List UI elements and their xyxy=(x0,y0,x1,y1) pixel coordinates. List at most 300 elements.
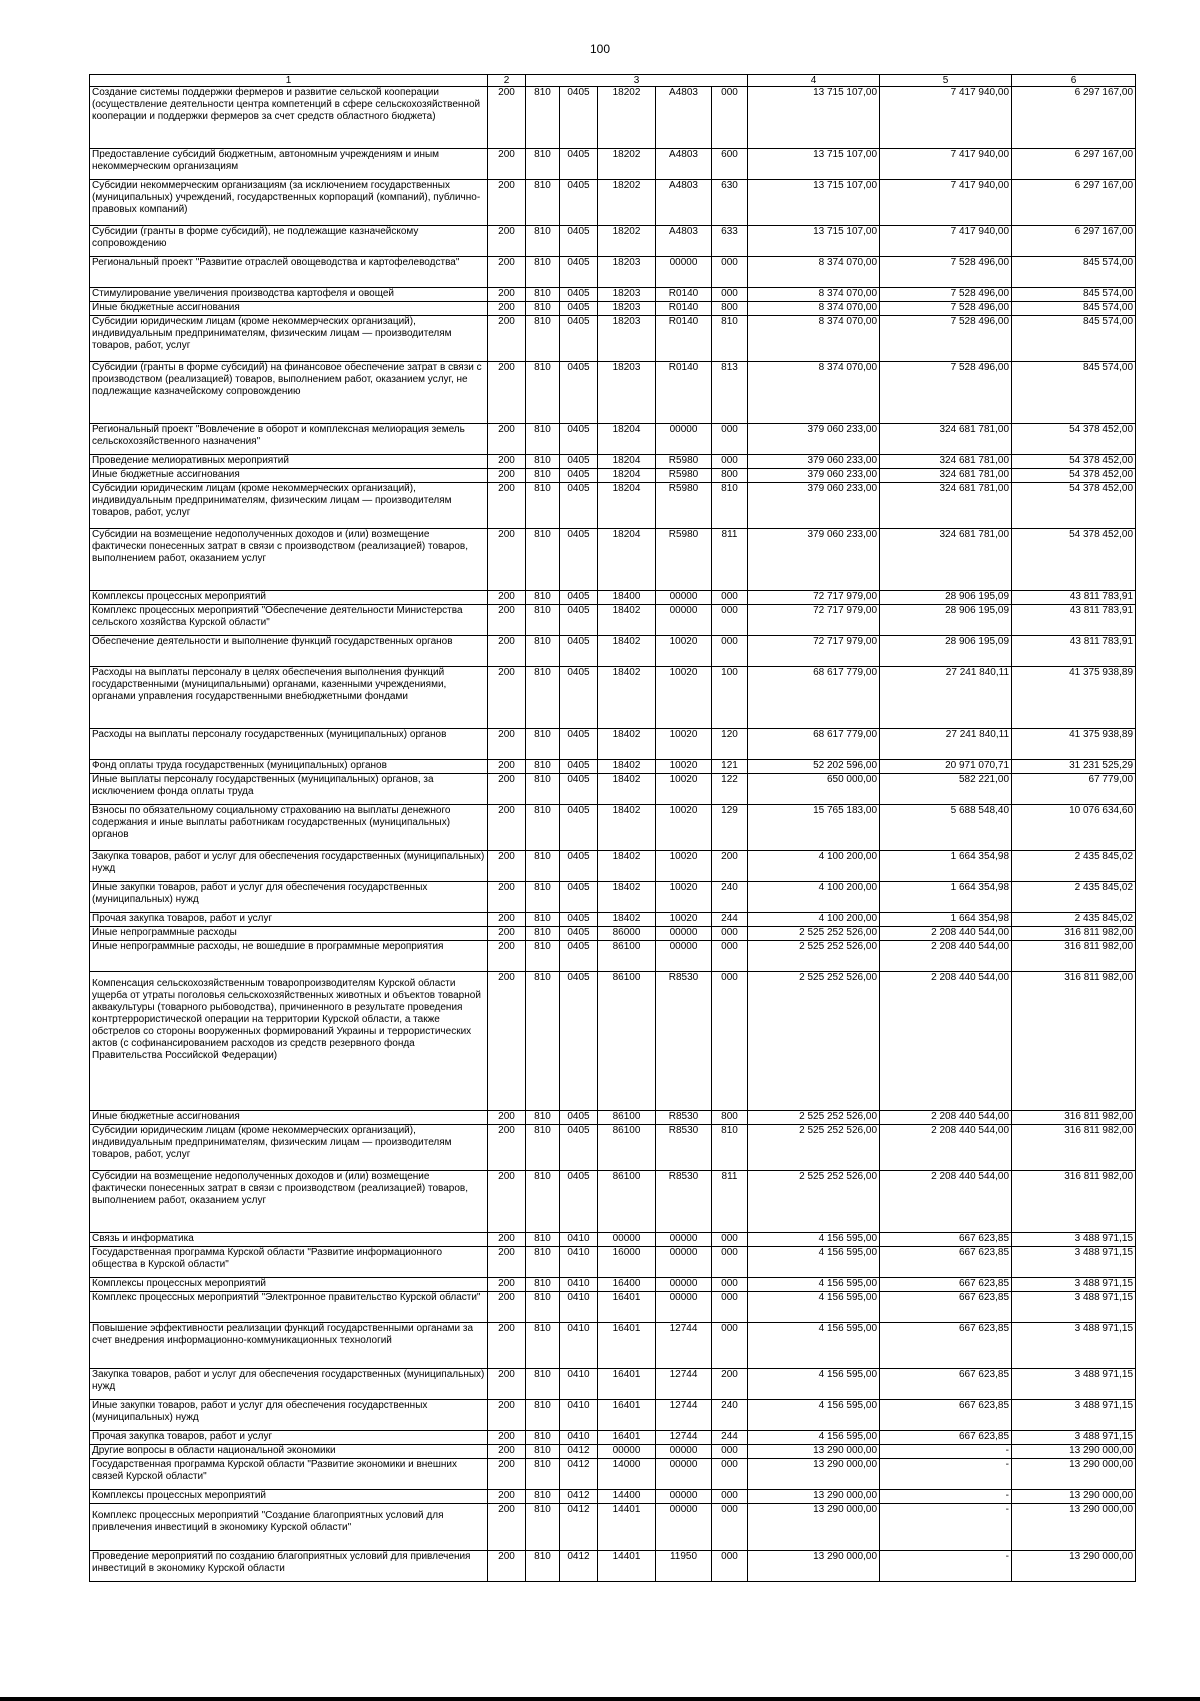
row-grbs: 200 xyxy=(488,362,526,424)
row-name: Государственная программа Курской области "Развитие экономики и внешних связей Курской области" xyxy=(90,1459,488,1490)
row-value-6: 316 811 982,00 xyxy=(1012,972,1136,1111)
row-value-4: 72 717 979,00 xyxy=(748,636,880,667)
row-code-direction: 00000 xyxy=(656,424,712,455)
row-name: Прочая закупка товаров, работ и услуг xyxy=(90,913,488,927)
table-row xyxy=(90,927,1136,941)
row-value-5: 324 681 781,00 xyxy=(880,455,1012,469)
row-code-direction: 10020 xyxy=(656,913,712,927)
table-row xyxy=(90,1459,1136,1490)
row-grbs: 200 xyxy=(488,1125,526,1171)
row-value-6: 845 574,00 xyxy=(1012,288,1136,302)
row-value-6: 316 811 982,00 xyxy=(1012,1125,1136,1171)
row-code-program: 00000 xyxy=(598,1445,656,1459)
row-value-5: - xyxy=(880,1490,1012,1504)
row-name: Комплекс процессных мероприятий "Обеспечение деятельности Министерства сельского хозяйства Курской области" xyxy=(90,605,488,636)
row-code-program: 86100 xyxy=(598,1171,656,1233)
table-row xyxy=(90,1369,1136,1400)
table-row xyxy=(90,1171,1136,1233)
row-code-subsection: 0405 xyxy=(560,1111,598,1125)
row-code-section: 810 xyxy=(526,302,560,316)
row-code-subsection: 0410 xyxy=(560,1233,598,1247)
row-grbs: 200 xyxy=(488,1400,526,1431)
row-code-direction: 00000 xyxy=(656,927,712,941)
row-code-program: 86100 xyxy=(598,972,656,1111)
row-value-6: 43 811 783,91 xyxy=(1012,591,1136,605)
row-value-4: 8 374 070,00 xyxy=(748,288,880,302)
row-code-section: 810 xyxy=(526,1233,560,1247)
row-value-6: 13 290 000,00 xyxy=(1012,1551,1136,1582)
row-code-program: 18203 xyxy=(598,257,656,288)
row-code-subsection: 0405 xyxy=(560,316,598,362)
row-code-direction: A4803 xyxy=(656,180,712,226)
row-code-expense-type: 000 xyxy=(712,455,748,469)
row-code-section: 810 xyxy=(526,913,560,927)
row-code-section: 810 xyxy=(526,455,560,469)
row-value-4: 68 617 779,00 xyxy=(748,667,880,729)
row-code-subsection: 0412 xyxy=(560,1445,598,1459)
row-value-5: 7 417 940,00 xyxy=(880,87,1012,149)
row-grbs: 200 xyxy=(488,851,526,882)
row-name: Прочая закупка товаров, работ и услуг xyxy=(90,1431,488,1445)
row-value-5: 1 664 354,98 xyxy=(880,913,1012,927)
table-row xyxy=(90,257,1136,288)
table-row xyxy=(90,362,1136,424)
row-name: Взносы по обязательному социальному страхованию на выплаты денежного содержания и иные выплаты работникам государственных (муниципальных) органов xyxy=(90,805,488,851)
row-code-direction: R0140 xyxy=(656,288,712,302)
table-row xyxy=(90,774,1136,805)
row-code-expense-type: 000 xyxy=(712,941,748,972)
row-code-program: 18203 xyxy=(598,302,656,316)
row-value-4: 8 374 070,00 xyxy=(748,257,880,288)
row-code-direction: 11950 xyxy=(656,1551,712,1582)
row-code-subsection: 0405 xyxy=(560,605,598,636)
row-grbs: 200 xyxy=(488,424,526,455)
row-value-6: 3 488 971,15 xyxy=(1012,1369,1136,1400)
row-code-section: 810 xyxy=(526,149,560,180)
row-value-5: 324 681 781,00 xyxy=(880,424,1012,455)
row-name: Государственная программа Курской области "Развитие информационного общества в Курской области" xyxy=(90,1247,488,1278)
row-name: Иные непрограммные расходы, не вошедшие в программные мероприятия xyxy=(90,941,488,972)
row-code-subsection: 0405 xyxy=(560,257,598,288)
row-code-direction: R8530 xyxy=(656,1111,712,1125)
row-value-5: 667 623,85 xyxy=(880,1431,1012,1445)
row-code-expense-type: 813 xyxy=(712,362,748,424)
row-code-expense-type: 000 xyxy=(712,1247,748,1278)
header-col-2: 2 xyxy=(488,75,526,87)
row-code-section: 810 xyxy=(526,87,560,149)
table-row xyxy=(90,1431,1136,1445)
row-value-6: 316 811 982,00 xyxy=(1012,941,1136,972)
row-code-program: 18402 xyxy=(598,774,656,805)
row-grbs: 200 xyxy=(488,1323,526,1369)
row-grbs: 200 xyxy=(488,180,526,226)
row-code-expense-type: 000 xyxy=(712,288,748,302)
row-value-5: 7 417 940,00 xyxy=(880,149,1012,180)
row-code-program: 16401 xyxy=(598,1323,656,1369)
row-code-program: 14401 xyxy=(598,1504,656,1551)
row-code-direction: 00000 xyxy=(656,1292,712,1323)
row-value-4: 13 290 000,00 xyxy=(748,1445,880,1459)
row-code-expense-type: 000 xyxy=(712,257,748,288)
row-code-direction: 00000 xyxy=(656,941,712,972)
row-name: Иные бюджетные ассигнования xyxy=(90,302,488,316)
row-name: Субсидии на возмещение недополученных доходов и (или) возмещение фактически понесенных затрат в связи с производством (реализацией) товаров, выполнением работ, оказанием услуг xyxy=(90,1171,488,1233)
row-code-section: 810 xyxy=(526,1369,560,1400)
row-code-section: 810 xyxy=(526,882,560,913)
row-value-4: 4 100 200,00 xyxy=(748,851,880,882)
row-code-direction: 10020 xyxy=(656,729,712,760)
row-code-subsection: 0405 xyxy=(560,729,598,760)
row-code-subsection: 0412 xyxy=(560,1459,598,1490)
row-value-5: 7 528 496,00 xyxy=(880,257,1012,288)
row-code-direction: A4803 xyxy=(656,226,712,257)
row-name: Иные непрограммные расходы xyxy=(90,927,488,941)
row-value-5: 2 208 440 544,00 xyxy=(880,972,1012,1111)
table-body xyxy=(90,87,1136,1582)
row-code-program: 18204 xyxy=(598,424,656,455)
row-name: Стимулирование увеличения производства картофеля и овощей xyxy=(90,288,488,302)
table-row xyxy=(90,1125,1136,1171)
row-code-section: 810 xyxy=(526,1400,560,1431)
row-code-direction: 00000 xyxy=(656,1490,712,1504)
row-code-expense-type: 000 xyxy=(712,1278,748,1292)
row-code-program: 18202 xyxy=(598,226,656,257)
row-grbs: 200 xyxy=(488,591,526,605)
row-code-direction: 00000 xyxy=(656,1504,712,1551)
row-code-direction: 10020 xyxy=(656,774,712,805)
row-code-direction: 10020 xyxy=(656,805,712,851)
row-code-expense-type: 000 xyxy=(712,605,748,636)
row-value-5: 667 623,85 xyxy=(880,1233,1012,1247)
table-row xyxy=(90,882,1136,913)
row-code-expense-type: 240 xyxy=(712,1400,748,1431)
row-code-direction: 00000 xyxy=(656,1445,712,1459)
row-code-program: 18402 xyxy=(598,605,656,636)
row-code-direction: 12744 xyxy=(656,1369,712,1400)
row-code-program: 14401 xyxy=(598,1551,656,1582)
table-row xyxy=(90,1292,1136,1323)
row-code-section: 810 xyxy=(526,1490,560,1504)
row-value-4: 4 156 595,00 xyxy=(748,1400,880,1431)
row-code-direction: R5980 xyxy=(656,529,712,591)
row-code-section: 810 xyxy=(526,316,560,362)
row-name: Предоставление субсидий бюджетным, автономным учреждениям и иным некоммерческим организациям xyxy=(90,149,488,180)
row-value-6: 845 574,00 xyxy=(1012,362,1136,424)
row-code-direction: 00000 xyxy=(656,1459,712,1490)
row-code-program: 18202 xyxy=(598,180,656,226)
row-value-4: 13 290 000,00 xyxy=(748,1551,880,1582)
row-value-5: 2 208 440 544,00 xyxy=(880,941,1012,972)
table-row xyxy=(90,1278,1136,1292)
row-value-6: 316 811 982,00 xyxy=(1012,927,1136,941)
row-code-program: 18402 xyxy=(598,667,656,729)
table-row xyxy=(90,288,1136,302)
row-value-4: 2 525 252 526,00 xyxy=(748,1111,880,1125)
row-value-5: 27 241 840,11 xyxy=(880,667,1012,729)
table-row xyxy=(90,1233,1136,1247)
page-number: 100 xyxy=(589,42,611,56)
row-code-direction: R8530 xyxy=(656,1125,712,1171)
table-row xyxy=(90,1504,1136,1551)
row-name: Иные бюджетные ассигнования xyxy=(90,1111,488,1125)
row-code-expense-type: 000 xyxy=(712,972,748,1111)
row-value-5: - xyxy=(880,1445,1012,1459)
row-value-4: 379 060 233,00 xyxy=(748,424,880,455)
row-code-direction: 00000 xyxy=(656,1233,712,1247)
row-value-6: 13 290 000,00 xyxy=(1012,1504,1136,1551)
row-value-4: 379 060 233,00 xyxy=(748,483,880,529)
row-value-5: 667 623,85 xyxy=(880,1400,1012,1431)
row-code-expense-type: 810 xyxy=(712,483,748,529)
row-grbs: 200 xyxy=(488,257,526,288)
row-code-expense-type: 000 xyxy=(712,1490,748,1504)
row-grbs: 200 xyxy=(488,1369,526,1400)
row-code-expense-type: 244 xyxy=(712,913,748,927)
row-code-expense-type: 000 xyxy=(712,927,748,941)
row-value-6: 54 378 452,00 xyxy=(1012,455,1136,469)
row-value-6: 3 488 971,15 xyxy=(1012,1292,1136,1323)
row-code-expense-type: 000 xyxy=(712,87,748,149)
row-code-program: 86000 xyxy=(598,927,656,941)
row-code-expense-type: 600 xyxy=(712,149,748,180)
row-grbs: 200 xyxy=(488,1247,526,1278)
table-row xyxy=(90,1445,1136,1459)
row-value-6: 6 297 167,00 xyxy=(1012,226,1136,257)
table-row xyxy=(90,760,1136,774)
row-code-expense-type: 811 xyxy=(712,1171,748,1233)
row-code-subsection: 0405 xyxy=(560,774,598,805)
row-grbs: 200 xyxy=(488,774,526,805)
row-name: Иные закупки товаров, работ и услуг для обеспечения государственных (муниципальных) нужд xyxy=(90,1400,488,1431)
row-value-6: 845 574,00 xyxy=(1012,257,1136,288)
table-row xyxy=(90,424,1136,455)
row-value-4: 8 374 070,00 xyxy=(748,316,880,362)
row-name: Региональный проект "Развитие отраслей овощеводства и картофелеводства" xyxy=(90,257,488,288)
row-value-5: - xyxy=(880,1459,1012,1490)
row-code-program: 18402 xyxy=(598,882,656,913)
row-name: Проведение мелиоративных мероприятий xyxy=(90,455,488,469)
row-value-5: 2 208 440 544,00 xyxy=(880,1111,1012,1125)
row-code-direction: 10020 xyxy=(656,667,712,729)
row-grbs: 200 xyxy=(488,1490,526,1504)
row-code-section: 810 xyxy=(526,1323,560,1369)
row-value-5: 667 623,85 xyxy=(880,1323,1012,1369)
row-code-subsection: 0410 xyxy=(560,1323,598,1369)
row-code-direction: 00000 xyxy=(656,257,712,288)
row-grbs: 200 xyxy=(488,760,526,774)
row-code-subsection: 0405 xyxy=(560,483,598,529)
row-value-6: 67 779,00 xyxy=(1012,774,1136,805)
row-grbs: 200 xyxy=(488,1292,526,1323)
row-value-4: 15 765 183,00 xyxy=(748,805,880,851)
row-value-6: 845 574,00 xyxy=(1012,316,1136,362)
row-grbs: 200 xyxy=(488,941,526,972)
row-code-section: 810 xyxy=(526,1504,560,1551)
row-value-6: 2 435 845,02 xyxy=(1012,851,1136,882)
row-name: Субсидии юридическим лицам (кроме некоммерческих организаций), индивидуальным предпринимателям, физическим лицам — производителям товаров, работ, услуг xyxy=(90,483,488,529)
row-code-expense-type: 000 xyxy=(712,636,748,667)
row-code-program: 18203 xyxy=(598,316,656,362)
row-value-5: - xyxy=(880,1551,1012,1582)
row-code-subsection: 0405 xyxy=(560,424,598,455)
row-name: Компенсация сельскохозяйственным товаропроизводителям Курской области ущерба от утраты поголовья сельскохозяйственных животных и объектов товарной аквакультуры (товарного рыбоводства), причиненного в результате проведения контртеррористической операции на территории Курской области, а также обстрелов со стороны вооруженных формирований Украины и террористических актов (с софинансированием расходов из средств резервного фонда Правительства Российской Федерации) xyxy=(90,972,488,1111)
row-grbs: 200 xyxy=(488,605,526,636)
row-code-program: 18402 xyxy=(598,805,656,851)
row-name: Субсидии (гранты в форме субсидий) на финансовое обеспечение затрат в связи с производством (реализацией) товаров, выполнением работ, оказанием услуг, не подлежащие казначейскому сопровождению xyxy=(90,362,488,424)
row-grbs: 200 xyxy=(488,316,526,362)
row-value-4: 4 100 200,00 xyxy=(748,882,880,913)
table-row xyxy=(90,941,1136,972)
row-value-4: 13 715 107,00 xyxy=(748,87,880,149)
row-value-6: 3 488 971,15 xyxy=(1012,1233,1136,1247)
row-value-6: 6 297 167,00 xyxy=(1012,149,1136,180)
row-grbs: 200 xyxy=(488,667,526,729)
row-value-5: 7 417 940,00 xyxy=(880,226,1012,257)
row-value-5: 5 688 548,40 xyxy=(880,805,1012,851)
row-value-4: 13 715 107,00 xyxy=(748,149,880,180)
row-code-program: 18202 xyxy=(598,87,656,149)
row-value-5: 324 681 781,00 xyxy=(880,469,1012,483)
row-code-section: 810 xyxy=(526,1247,560,1278)
row-code-subsection: 0405 xyxy=(560,362,598,424)
row-code-direction: A4803 xyxy=(656,149,712,180)
row-code-section: 810 xyxy=(526,1125,560,1171)
row-value-6: 3 488 971,15 xyxy=(1012,1278,1136,1292)
row-code-program: 16401 xyxy=(598,1431,656,1445)
table-row xyxy=(90,851,1136,882)
row-code-subsection: 0405 xyxy=(560,882,598,913)
row-name: Субсидии юридическим лицам (кроме некоммерческих организаций), индивидуальным предпринимателям, физическим лицам — производителям товаров, работ, услуг xyxy=(90,316,488,362)
row-code-section: 810 xyxy=(526,667,560,729)
row-grbs: 200 xyxy=(488,927,526,941)
header-row xyxy=(90,75,1136,87)
row-value-4: 72 717 979,00 xyxy=(748,591,880,605)
row-code-section: 810 xyxy=(526,483,560,529)
row-code-program: 00000 xyxy=(598,1233,656,1247)
row-code-subsection: 0405 xyxy=(560,760,598,774)
row-code-program: 86100 xyxy=(598,1125,656,1171)
row-code-subsection: 0405 xyxy=(560,1171,598,1233)
row-grbs: 200 xyxy=(488,913,526,927)
row-code-subsection: 0405 xyxy=(560,636,598,667)
table-row xyxy=(90,180,1136,226)
row-code-expense-type: 129 xyxy=(712,805,748,851)
row-value-4: 68 617 779,00 xyxy=(748,729,880,760)
table-row xyxy=(90,667,1136,729)
row-name: Закупка товаров, работ и услуг для обеспечения государственных (муниципальных) нужд xyxy=(90,851,488,882)
row-name: Субсидии юридическим лицам (кроме некоммерческих организаций), индивидуальным предпринимателям, физическим лицам — производителям товаров, работ, услуг xyxy=(90,1125,488,1171)
row-value-6: 13 290 000,00 xyxy=(1012,1459,1136,1490)
row-code-direction: R0140 xyxy=(656,362,712,424)
row-code-program: 16000 xyxy=(598,1247,656,1278)
row-value-4: 2 525 252 526,00 xyxy=(748,972,880,1111)
header-col-6: 6 xyxy=(1012,75,1136,87)
row-name: Повышение эффективности реализации функций государственными органами за счет внедрения информационно-коммуникационных технологий xyxy=(90,1323,488,1369)
row-grbs: 200 xyxy=(488,805,526,851)
table-row xyxy=(90,1551,1136,1582)
row-code-program: 18202 xyxy=(598,149,656,180)
row-code-subsection: 0405 xyxy=(560,529,598,591)
row-code-section: 810 xyxy=(526,729,560,760)
row-code-section: 810 xyxy=(526,226,560,257)
table-row xyxy=(90,1400,1136,1431)
row-code-direction: 00000 xyxy=(656,1278,712,1292)
row-code-direction: R5980 xyxy=(656,455,712,469)
row-grbs: 200 xyxy=(488,1551,526,1582)
row-value-4: 4 156 595,00 xyxy=(748,1369,880,1400)
row-code-expense-type: 000 xyxy=(712,1459,748,1490)
row-value-6: 54 378 452,00 xyxy=(1012,529,1136,591)
row-name: Проведение мероприятий по созданию благоприятных условий для привлечения инвестиций в экономику Курской области xyxy=(90,1551,488,1582)
row-code-section: 810 xyxy=(526,1445,560,1459)
row-code-expense-type: 630 xyxy=(712,180,748,226)
row-grbs: 200 xyxy=(488,1171,526,1233)
table-row xyxy=(90,302,1136,316)
row-code-program: 16400 xyxy=(598,1278,656,1292)
header-col-3: 3 xyxy=(526,75,748,87)
row-code-section: 810 xyxy=(526,469,560,483)
table-row xyxy=(90,469,1136,483)
row-value-5: 7 528 496,00 xyxy=(880,302,1012,316)
row-code-expense-type: 800 xyxy=(712,469,748,483)
row-code-subsection: 0405 xyxy=(560,455,598,469)
row-name: Комплекс процессных мероприятий "Создание благоприятных условий для привлечения инвестиций в экономику Курской области" xyxy=(90,1504,488,1551)
row-code-direction: R8530 xyxy=(656,972,712,1111)
row-name: Связь и информатика xyxy=(90,1233,488,1247)
row-code-subsection: 0405 xyxy=(560,941,598,972)
row-name: Иные закупки товаров, работ и услуг для обеспечения государственных (муниципальных) нужд xyxy=(90,882,488,913)
table-row xyxy=(90,149,1136,180)
table-row xyxy=(90,605,1136,636)
row-value-4: 4 156 595,00 xyxy=(748,1247,880,1278)
row-code-direction: 00000 xyxy=(656,1247,712,1278)
row-value-6: 3 488 971,15 xyxy=(1012,1323,1136,1369)
row-code-section: 810 xyxy=(526,941,560,972)
table-row xyxy=(90,636,1136,667)
table-row xyxy=(90,1247,1136,1278)
row-code-section: 810 xyxy=(526,805,560,851)
row-name: Комплексы процессных мероприятий xyxy=(90,591,488,605)
row-code-direction: A4803 xyxy=(656,87,712,149)
row-value-5: 667 623,85 xyxy=(880,1247,1012,1278)
table-row xyxy=(90,226,1136,257)
row-value-5: 7 528 496,00 xyxy=(880,362,1012,424)
row-code-section: 810 xyxy=(526,636,560,667)
row-value-5: 27 241 840,11 xyxy=(880,729,1012,760)
row-grbs: 200 xyxy=(488,87,526,149)
row-grbs: 200 xyxy=(488,288,526,302)
row-value-4: 8 374 070,00 xyxy=(748,302,880,316)
row-code-subsection: 0410 xyxy=(560,1278,598,1292)
row-value-4: 4 156 595,00 xyxy=(748,1233,880,1247)
row-code-program: 18402 xyxy=(598,729,656,760)
row-code-expense-type: 000 xyxy=(712,1233,748,1247)
row-code-subsection: 0405 xyxy=(560,927,598,941)
row-value-5: 1 664 354,98 xyxy=(880,882,1012,913)
row-name: Субсидии на возмещение недополученных доходов и (или) возмещение фактически понесенных затрат в связи с производством (реализацией) товаров, выполнением работ, оказанием услуг xyxy=(90,529,488,591)
row-code-section: 810 xyxy=(526,605,560,636)
table-row xyxy=(90,483,1136,529)
row-code-expense-type: 122 xyxy=(712,774,748,805)
row-code-direction: R5980 xyxy=(656,469,712,483)
row-name: Региональный проект "Вовлечение в оборот и комплексная мелиорация земель сельскохозяйственного назначения" xyxy=(90,424,488,455)
row-value-6: 2 435 845,02 xyxy=(1012,882,1136,913)
row-code-section: 810 xyxy=(526,288,560,302)
row-code-expense-type: 000 xyxy=(712,1504,748,1551)
table-row xyxy=(90,913,1136,927)
row-name: Обеспечение деятельности и выполнение функций государственных органов xyxy=(90,636,488,667)
row-name: Комплекс процессных мероприятий "Электронное правительство Курской области" xyxy=(90,1292,488,1323)
